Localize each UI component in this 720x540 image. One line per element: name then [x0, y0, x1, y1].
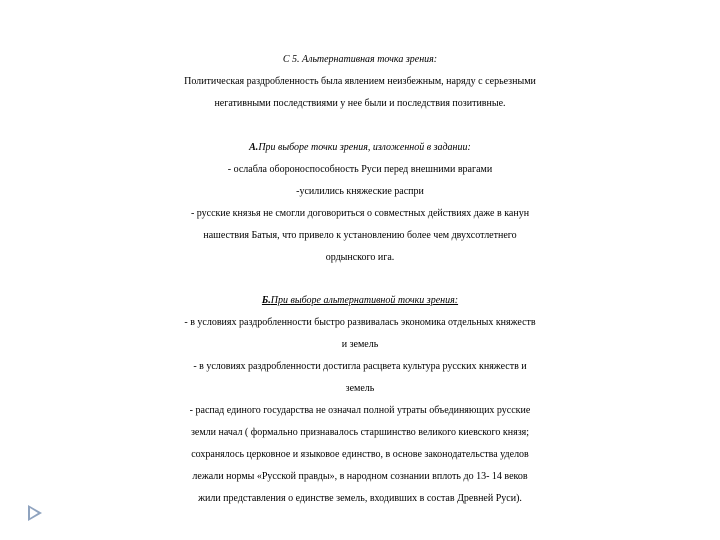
slide-heading: С 5. Альтернативная точка зрения:	[282, 54, 438, 65]
section-a-letter: А.	[249, 142, 259, 153]
section-b-heading	[0, 290, 720, 312]
section-a-line-1: - ослабла обороноспособность Руси перед внешними врагами	[227, 164, 493, 175]
section-b-line-5: - распад единого государства не означал полной утраты объединяющих русские	[189, 405, 531, 416]
section-a-line-2: -усилились княжеские распри	[296, 186, 424, 197]
section-b-line-9: жили представления о единстве земель, входивших в состав Древней Руси).	[198, 493, 522, 504]
section-b-line-1: - в условиях раздробленности быстро развивалась экономика отдельных княжеств	[184, 317, 536, 328]
section-b-title: При выборе альтернативной точки зрения:	[270, 295, 459, 306]
intro-line-1: Политическая раздробленность была явлением неизбежным, наряду с серьезными	[184, 76, 536, 87]
section-a-title: При выборе точки зрения, изложенной в задании:	[258, 142, 471, 153]
section-b-line-3: - в условиях раздробленности достигла расцвета культура русских княжеств и	[193, 361, 527, 372]
section-a-line-5: ордынского ига.	[325, 252, 395, 263]
section-b-line-6: земли начал ( формально признавалось старшинство великого киевского князя;	[190, 427, 530, 438]
section-b-line-7: сохранялось церковное и языковое единство, в основе законодательства уделов	[191, 449, 529, 460]
section-a-heading	[0, 137, 720, 159]
section-a-line-3: - русские князья не смогли договориться о совместных действиях даже в канун	[190, 208, 530, 219]
section-b-line-2: и земель	[341, 339, 379, 350]
section-b-line-8: лежали нормы «Русской правды», в народном сознании вплоть до 13- 14 веков	[192, 471, 528, 482]
section-b-letter: Б.	[261, 295, 271, 306]
triangle-arrow-icon	[28, 505, 42, 521]
section-b-line-4: земель	[345, 383, 375, 394]
section-a-line-4: нашествия Батыя, что привело к установлению более чем двухсотлетнего	[203, 230, 517, 241]
intro-line-2: негативными последствиями у нее были и последствия позитивные.	[214, 98, 506, 109]
